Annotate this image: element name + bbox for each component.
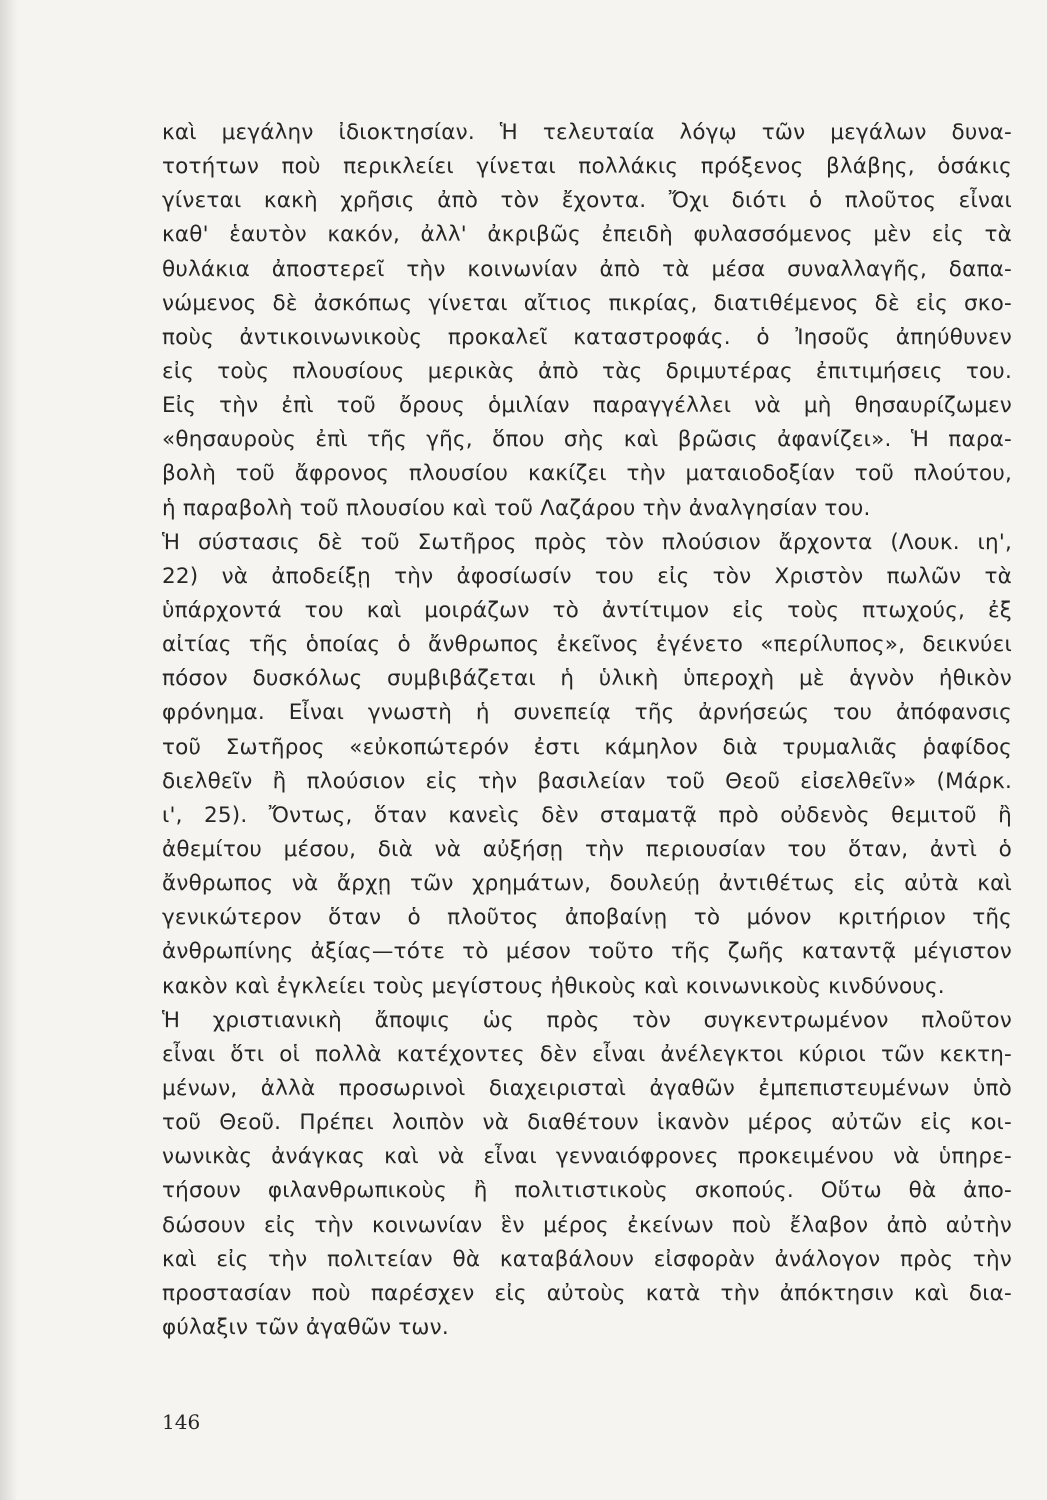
text-line: καὶ μεγάλην ἰδιοκτησίαν. Ἡ τελευταία λόγῳ τῶν μεγάλων δυνα- bbox=[162, 120, 1012, 145]
text-line: αἰτίας τῆς ὁποίας ὁ ἄνθρωπος ἐκεῖνος ἐγένετο «περίλυπος», δεικνύει bbox=[162, 632, 1012, 658]
text-line: Ἡ χριστιανικὴ ἄποψις ὡς πρὸς τὸν συγκεντρωμένον πλοῦτον bbox=[162, 1007, 1012, 1033]
text-line: πόσον δυσκόλως συμβιβάζεται ἡ ὑλικὴ ὑπεροχὴ μὲ ἁγνὸν ἠθικὸν bbox=[162, 666, 1012, 692]
text-line: «θησαυροὺς ἐπὶ τῆς γῆς, ὅπου σὴς καὶ βρῶσις ἀφανίζει». Ἡ παρα- bbox=[162, 427, 1012, 453]
text-line: ι', 25). Ὄντως, ὅταν κανεὶς δὲν σταματᾷ πρὸ οὐδενὸς θεμιτοῦ ἢ bbox=[162, 802, 1012, 828]
text-line: γενικώτερον ὅταν ὁ πλοῦτος ἀποβαίνῃ τὸ μόνον κριτήριον τῆς bbox=[162, 905, 1012, 931]
text-line: ἀνθρωπίνης ἀξίας—τότε τὸ μέσον τοῦτο τῆς ζωῆς καταντᾷ μέγιστον bbox=[162, 939, 1012, 965]
text-line: Εἰς τὴν ἐπὶ τοῦ ὄρους ὁμιλίαν παραγγέλλει νὰ μὴ θησαυρίζωμεν bbox=[162, 393, 1012, 419]
text-line: τοτήτων ποὺ περικλείει γίνεται πολλάκις πρόξενος βλάβης, ὁσάκις bbox=[162, 154, 1012, 180]
scan-edge-shadow bbox=[0, 0, 18, 1500]
text-line: 22) νὰ ἀποδείξῃ τὴν ἀφοσίωσίν του εἰς τὸν Χριστὸν πωλῶν τὰ bbox=[162, 563, 1012, 589]
text-line: τοῦ Θεοῦ. Πρέπει λοιπὸν νὰ διαθέτουν ἱκανὸν μέρος αὐτῶν εἰς κοι- bbox=[162, 1110, 1012, 1136]
text-line: ὑπάρχοντά του καὶ μοιράζων τὸ ἀντίτιμον εἰς τοὺς πτωχούς, ἐξ bbox=[162, 597, 1012, 623]
text-line: κακὸν καὶ ἐγκλείει τοὺς μεγίστους ἠθικοὺς καὶ κοινωνικοὺς κινδύνους. bbox=[162, 973, 945, 999]
text-line: ἀθεμίτου μέσου, διὰ νὰ αὐξήσῃ τὴν περιουσίαν του ὅταν, ἀντὶ ὁ bbox=[162, 836, 1012, 862]
text-line: ἡ παραβολὴ τοῦ πλουσίου καὶ τοῦ Λαζάρου τὴν ἀναλγησίαν του. bbox=[162, 495, 871, 521]
text-line: προστασίαν ποὺ παρέσχεν εἰς αὐτοὺς κατὰ τὴν ἀπόκτησιν καὶ δια- bbox=[162, 1280, 1012, 1306]
text-line: διελθεῖν ἢ πλούσιον εἰς τὴν βασιλείαν τοῦ Θεοῦ εἰσελθεῖν» (Μάρκ. bbox=[162, 768, 1012, 794]
text-line: γίνεται κακὴ χρῆσις ἀπὸ τὸν ἔχοντα. Ὄχι διότι ὁ πλοῦτος εἶναι bbox=[162, 188, 1012, 214]
text-line: τοῦ Σωτῆρος «εὐκοπώτερόν ἐστι κάμηλον διὰ τρυμαλιᾶς ῥαφίδος bbox=[162, 734, 1012, 760]
text-line: φρόνημα. Εἶναι γνωστὴ ἡ συνεπείᾳ τῆς ἀρνήσεώς του ἀπόφανσις bbox=[162, 700, 1012, 726]
body-text bbox=[162, 116, 1012, 1345]
text-line: εἶναι ὅτι οἱ πολλὰ κατέχοντες δὲν εἶναι ἀνέλεγκτοι κύριοι τῶν κεκτη- bbox=[162, 1041, 1012, 1067]
text-line: ποὺς ἀντικοινωνικοὺς προκαλεῖ καταστροφάς. ὁ Ἰησοῦς ἀπηύθυνεν bbox=[162, 324, 1012, 350]
text-line: καὶ εἰς τὴν πολιτείαν θὰ καταβάλουν εἰσφορὰν ἀνάλογον πρὸς τὴν bbox=[162, 1246, 1012, 1272]
text-line: καθ' ἑαυτὸν κακόν, ἀλλ' ἀκριβῶς ἐπειδὴ φυλασσόμενος μὲν εἰς τὰ bbox=[162, 222, 1012, 248]
text-line: βολὴ τοῦ ἄφρονος πλουσίου κακίζει τὴν ματαιοδοξίαν τοῦ πλούτου, bbox=[162, 461, 1012, 487]
text-line: θυλάκια ἀποστερεῖ τὴν κοινωνίαν ἀπὸ τὰ μέσα συναλλαγῆς, δαπα- bbox=[162, 256, 1012, 282]
text-line: φύλαξιν τῶν ἀγαθῶν των. bbox=[162, 1314, 449, 1340]
text-line: δώσουν εἰς τὴν κοινωνίαν ἓν μέρος ἐκείνων ποὺ ἔλαβον ἀπὸ αὐτὴν bbox=[162, 1212, 1012, 1238]
text-line: νώμενος δὲ ἀσκόπως γίνεται αἴτιος πικρίας, διατιθέμενος δὲ εἰς σκο- bbox=[162, 290, 1012, 316]
page-number: 146 bbox=[162, 1410, 201, 1434]
text-line: νωνικὰς ἀνάγκας καὶ νὰ εἶναι γενναιόφρονες προκειμένου νὰ ὑπηρε- bbox=[162, 1144, 1012, 1170]
text-line: εἰς τοὺς πλουσίους μερικὰς ἀπὸ τὰς δριμυτέρας ἐπιτιμήσεις του. bbox=[162, 358, 1012, 384]
text-line: ἄνθρωπος νὰ ἄρχῃ τῶν χρημάτων, δουλεύῃ ἀντιθέτως εἰς αὐτὰ καὶ bbox=[162, 871, 1012, 897]
text-line: τήσουν φιλανθρωπικοὺς ἢ πολιτιστικοὺς σκοπούς. Οὕτω θὰ ἀπο- bbox=[162, 1178, 1012, 1204]
text-line: μένων, ἀλλὰ προσωρινοὶ διαχειρισταὶ ἀγαθῶν ἐμπεπιστευμένων ὑπὸ bbox=[162, 1075, 1012, 1101]
text-line: Ἡ σύστασις δὲ τοῦ Σωτῆρος πρὸς τὸν πλούσιον ἄρχοντα (Λουκ. ιη', bbox=[162, 529, 1012, 555]
